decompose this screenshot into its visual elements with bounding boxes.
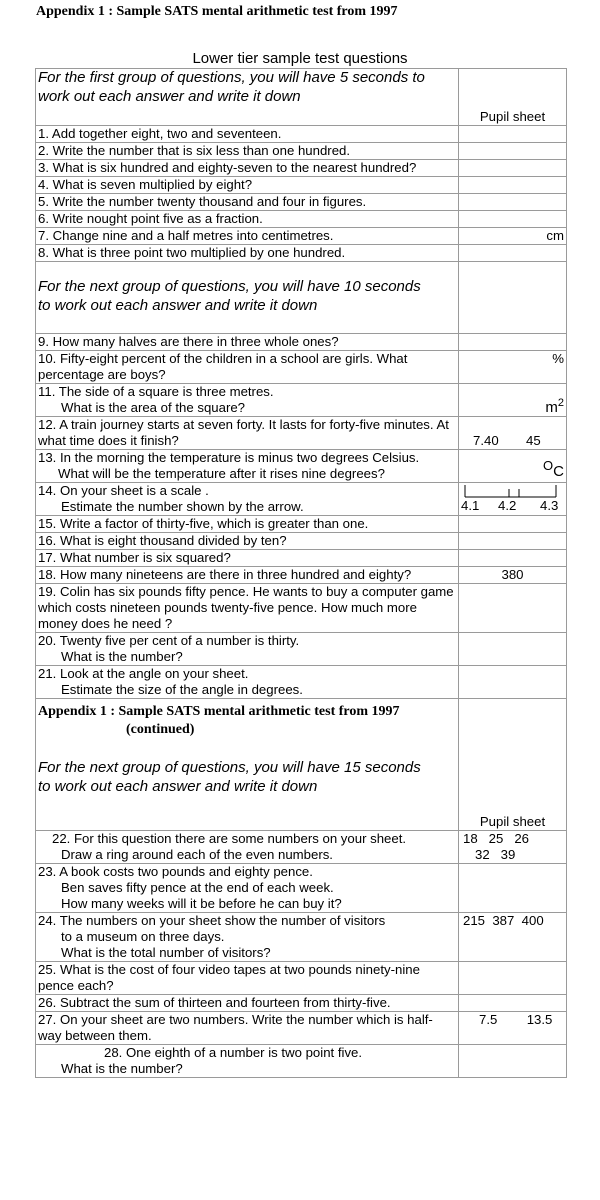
answer-cell	[459, 126, 567, 143]
group1-intro	[36, 69, 459, 126]
answer-cell	[459, 160, 567, 177]
group2-intro-line2: to work out each answer and write it down	[38, 296, 318, 314]
question-24	[36, 913, 459, 962]
scale-label-4-3: 4.3	[540, 498, 559, 513]
group1-intro-row	[36, 69, 567, 126]
scale-label-4-2: 4.2	[498, 498, 517, 513]
unit-squared: 2	[557, 397, 564, 409]
group3-intro-row	[36, 699, 567, 831]
answer-cell	[459, 177, 567, 194]
question-24-line2: to a museum on three days.	[61, 929, 225, 944]
answer-unit-cm: cm	[459, 228, 567, 245]
answer-cell	[459, 962, 567, 995]
answer-unit-m2	[459, 384, 567, 417]
answer-cell	[459, 666, 567, 699]
table-row	[36, 126, 567, 143]
question-9: 9. How many halves are there in three whole ones?	[36, 334, 459, 351]
table-row	[36, 633, 567, 666]
question-1: 1. Add together eight, two and seventeen.	[36, 126, 459, 143]
question-11-line1: 11. The side of a square is three metres.	[38, 384, 274, 399]
question-10: 10. Fifty-eight percent of the children in a school are girls. What percentage are boys?	[36, 351, 459, 384]
question-14-line1: 14. On your sheet is a scale .	[38, 483, 209, 498]
answer-cell	[459, 211, 567, 228]
unit-c: C	[553, 463, 564, 480]
scale-label-4-1: 4.1	[461, 498, 480, 513]
question-16: 16. What is eight thousand divided by ten?	[36, 533, 459, 550]
question-8: 8. What is three point two multiplied by one hundred.	[36, 245, 459, 262]
question-25: 25. What is the cost of four video tapes at two pounds ninety-nine pence each?	[36, 962, 459, 995]
answer-cell-q12	[459, 417, 567, 450]
table-row	[36, 550, 567, 567]
group2-intro	[36, 262, 459, 334]
question-4: 4. What is seven multiplied by eight?	[36, 177, 459, 194]
question-24-line3: What is the total number of visitors?	[61, 945, 271, 960]
question-20-line2: What is the number?	[61, 649, 183, 664]
question-13-line1: 13. In the morning the temperature is minus two degrees Celsius.	[38, 450, 420, 465]
answer-cell	[459, 864, 567, 913]
table-row	[36, 864, 567, 913]
question-15: 15. Write a factor of thirty-five, which is greater than one.	[36, 516, 459, 533]
pupil-sheet-header-2	[459, 699, 567, 831]
table-row	[36, 334, 567, 351]
answer-cell	[459, 633, 567, 666]
number-13-5: 13.5	[526, 1012, 553, 1027]
question-18: 18. How many nineteens are there in three hundred and eighty?	[36, 567, 459, 584]
pupil-sheet-label: Pupil sheet	[479, 109, 546, 124]
scale-labels	[459, 498, 566, 514]
table-row	[36, 351, 567, 384]
table-row	[36, 450, 567, 483]
group3-intro-line1: For the next group of questions, you will have 15 seconds	[38, 759, 421, 776]
question-2: 2. Write the number that is six less than one hundred.	[36, 143, 459, 160]
unit-m: m	[545, 399, 558, 416]
page-title: Lower tier sample test questions	[192, 50, 408, 67]
scale-cell	[459, 483, 567, 516]
question-6: 6. Write nought point five as a fraction.	[36, 211, 459, 228]
table-row	[36, 194, 567, 211]
answer-cell	[459, 262, 567, 334]
question-28-line1: 28. One eighth of a number is two point five.	[104, 1045, 363, 1060]
minutes-label: 45	[526, 433, 541, 448]
pupil-sheet-header	[459, 69, 567, 126]
question-22-line1: 22. For this question there are some numbers on your sheet.	[52, 831, 407, 846]
answer-cell	[459, 584, 567, 633]
question-23	[36, 864, 459, 913]
question-7: 7. Change nine and a half metres into centimetres.	[36, 228, 459, 245]
group1-intro-line2: work out each answer and write it down	[38, 87, 301, 105]
table-row	[36, 228, 567, 245]
group2-intro-row	[36, 262, 567, 334]
question-14-line2: Estimate the number shown by the arrow.	[61, 499, 304, 514]
question-19: 19. Colin has six pounds fifty pence. He wants to buy a computer game which costs nineteen pounds twenty-five pence. How much more money does he need ?	[36, 584, 459, 633]
question-21-line2: Estimate the size of the angle in degrees.	[61, 682, 303, 697]
question-26: 26. Subtract the sum of thirteen and fourteen from thirty-five.	[36, 995, 459, 1012]
question-5: 5. Write the number twenty thousand and four in figures.	[36, 194, 459, 211]
scale-ticks	[459, 483, 563, 499]
question-11-line2: What is the area of the square?	[61, 400, 246, 415]
number-7-5: 7.5	[479, 1012, 498, 1027]
answer-cell	[459, 995, 567, 1012]
question-20	[36, 633, 459, 666]
question-3: 3. What is six hundred and eighty-seven to the nearest hundred?	[36, 160, 459, 177]
answer-cell	[459, 194, 567, 211]
answer-380: 380	[459, 567, 567, 584]
appendix-heading: Appendix 1 : Sample SATS mental arithmetic test from 1997	[36, 4, 398, 19]
question-22	[36, 831, 459, 864]
even-numbers-line2: 32 39	[475, 847, 516, 862]
appendix-continued-subheading: (continued)	[126, 722, 195, 737]
answer-visitors	[459, 913, 567, 962]
answer-cell	[459, 245, 567, 262]
degree-symbol: O	[543, 458, 554, 473]
table-row	[36, 666, 567, 699]
question-23-line2: Ben saves fifty pence at the end of each week.	[61, 880, 334, 895]
table-row	[36, 417, 567, 450]
question-12: 12. A train journey starts at seven forty. It lasts for forty-five minutes. At what time does it finish?	[36, 417, 459, 450]
group1-intro-line1: For the first group of questions, you will have 5 seconds to	[38, 69, 425, 86]
question-24-line1: 24. The numbers on your sheet show the number of visitors	[38, 913, 386, 928]
table-row	[36, 160, 567, 177]
even-numbers-line1: 18 25 26	[463, 831, 529, 846]
question-23-line1: 23. A book costs two pounds and eighty pence.	[38, 864, 313, 879]
table-row	[36, 995, 567, 1012]
question-28-line2: What is the number?	[61, 1061, 183, 1076]
question-20-line1: 20. Twenty five per cent of a number is thirty.	[38, 633, 300, 648]
question-17: 17. What number is six squared?	[36, 550, 459, 567]
appendix-continued-heading: Appendix 1 : Sample SATS mental arithmetic test from 1997	[38, 704, 400, 719]
table-row	[36, 384, 567, 417]
table-row	[36, 913, 567, 962]
answer-unit-percent: %	[459, 351, 567, 384]
answer-cell	[459, 1045, 567, 1078]
time-label: 7.40	[473, 433, 499, 448]
question-21	[36, 666, 459, 699]
table-row	[36, 567, 567, 584]
table-row	[36, 516, 567, 533]
table-row	[36, 1012, 567, 1045]
table-row	[36, 245, 567, 262]
answer-cell	[459, 533, 567, 550]
table-row	[36, 211, 567, 228]
question-22-line2: Draw a ring around each of the even numbers.	[61, 847, 333, 862]
answer-unit-celsius	[459, 450, 567, 483]
table-row	[36, 962, 567, 995]
answer-cell	[459, 334, 567, 351]
question-28	[36, 1045, 459, 1078]
question-21-line1: 21. Look at the angle on your sheet.	[38, 666, 249, 681]
pupil-sheet-label: Pupil sheet	[479, 814, 546, 829]
question-13-line2: What will be the temperature after it rises nine degrees?	[58, 466, 385, 481]
answer-even-numbers	[459, 831, 567, 864]
table-row	[36, 177, 567, 194]
group3-intro-line2: to work out each answer and write it down	[38, 777, 318, 795]
question-23-line3: How many weeks will it be before he can buy it?	[61, 896, 342, 911]
question-table	[35, 68, 567, 1078]
group3-intro	[36, 699, 459, 831]
question-27: 27. On your sheet are two numbers. Write the number which is half-way between them.	[36, 1012, 459, 1045]
answer-cell	[459, 550, 567, 567]
question-13	[36, 450, 459, 483]
answer-halfway	[459, 1012, 567, 1045]
table-row	[36, 143, 567, 160]
table-row	[36, 483, 567, 516]
visitor-numbers: 215 387 400	[463, 913, 544, 928]
table-row	[36, 1045, 567, 1078]
question-14	[36, 483, 459, 516]
table-row	[36, 831, 567, 864]
table-row	[36, 533, 567, 550]
group2-intro-line1: For the next group of questions, you will have 10 seconds	[38, 278, 421, 295]
answer-cell	[459, 143, 567, 160]
question-11	[36, 384, 459, 417]
answer-cell	[459, 516, 567, 533]
table-row	[36, 584, 567, 633]
number-scale	[459, 483, 566, 515]
